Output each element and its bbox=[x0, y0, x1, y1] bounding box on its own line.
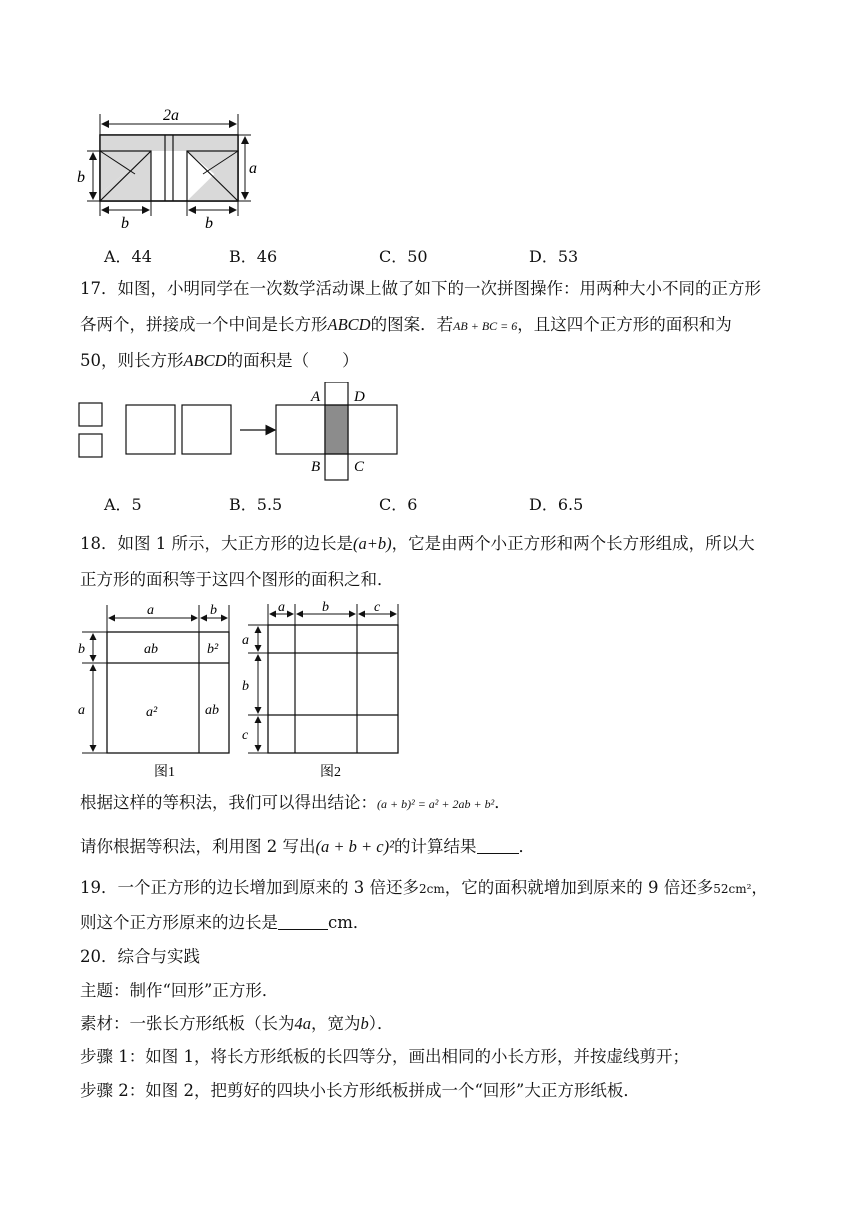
fig2-caption: 图2 bbox=[320, 765, 341, 780]
q18-line1: 18．如图 1 所示，大正方形的边长是(a+b)，它是由两个小正方形和两个长方形组成，所以大 bbox=[80, 534, 755, 553]
q18-line3: 根据这样的等积法，我们可以得出结论：(a + b)² = a² + 2ab + b²． bbox=[80, 793, 511, 812]
q18-answer-blank[interactable] bbox=[477, 837, 519, 854]
fig1-caption: 图1 bbox=[154, 765, 175, 780]
fig2-top-a: a bbox=[278, 600, 285, 615]
q19-line1: 19．一个正方形的边长增加到原来的 3 倍还多2cm，它的面积就增加到原来的 9 倍还多52cm²， bbox=[80, 878, 768, 897]
label-b-bottom-right: b bbox=[205, 215, 213, 232]
q18-line4: 请你根据等积法，利用图 2 写出(a + b + c)²的计算结果 ． bbox=[80, 837, 536, 856]
label-C: C bbox=[354, 459, 365, 475]
q17-figure bbox=[75, 382, 405, 482]
q19-answer-blank[interactable] bbox=[278, 913, 328, 930]
fig2-top-b: b bbox=[322, 600, 329, 615]
fig1-top-a: a bbox=[147, 603, 154, 618]
q16-figure bbox=[75, 104, 265, 232]
q16-option-d[interactable]: D．53 bbox=[529, 247, 579, 266]
fig2-top-c: c bbox=[374, 600, 381, 615]
fig1-b2: b² bbox=[207, 642, 219, 657]
q20-topic: 主题：制作“回形”正方形． bbox=[80, 981, 279, 1000]
q17-option-c[interactable]: C．6 bbox=[379, 495, 418, 514]
label-A: A bbox=[311, 389, 321, 405]
q18-figure1 bbox=[76, 600, 236, 780]
q20-step2: 步骤 2：如图 2，把剪好的四块小长方形纸板拼成一个“回形”大正方形纸板． bbox=[80, 1081, 640, 1100]
fig1-left-b: b bbox=[78, 642, 85, 657]
q17-option-b[interactable]: B．5.5 bbox=[229, 495, 283, 514]
fig1-top-b: b bbox=[210, 603, 217, 618]
q16-option-a[interactable]: A．44 bbox=[104, 247, 152, 266]
label-2a: 2a bbox=[163, 107, 179, 124]
label-b-left: b bbox=[77, 169, 85, 186]
fig2-left-c: c bbox=[242, 728, 249, 743]
q16-option-c[interactable]: C．50 bbox=[379, 247, 428, 266]
label-D: D bbox=[354, 389, 365, 405]
fig2-left-a: a bbox=[242, 633, 249, 648]
label-B: B bbox=[311, 459, 321, 475]
q19-line2: 则这个正方形原来的边长是 cm． bbox=[80, 913, 370, 932]
q17-line2: 各两个，拼接成一个中间是长方形ABCD的图案．若AB + BC = 6，且这四个正方形的面积和为 bbox=[80, 315, 732, 334]
fig1-ab-right: ab bbox=[205, 703, 219, 718]
fig1-ab-top: ab bbox=[144, 642, 158, 657]
q17-option-a[interactable]: A．5 bbox=[104, 495, 142, 514]
label-b-bottom-left: b bbox=[121, 215, 129, 232]
fig1-a2: a² bbox=[146, 705, 158, 720]
q18-line2: 正方形的面积等于这四个图形的面积之和． bbox=[80, 570, 394, 589]
q18-figure2 bbox=[240, 600, 410, 780]
fig1-left-a: a bbox=[78, 703, 85, 718]
q17-option-d[interactable]: D．6.5 bbox=[529, 495, 584, 514]
q20-title: 20．综合与实践 bbox=[80, 947, 200, 966]
fig2-left-b: b bbox=[242, 679, 249, 694]
q20-material: 素材：一张长方形纸板（长为4a，宽为b）． bbox=[80, 1014, 394, 1033]
q17-line3: 50，则长方形ABCD的面积是（ ） bbox=[80, 351, 359, 370]
q20-step1: 步骤 1：如图 1，将长方形纸板的长四等分，画出相同的小长方形，并按虚线剪开； bbox=[80, 1047, 689, 1066]
q16-option-b[interactable]: B．46 bbox=[229, 247, 278, 266]
label-a-right: a bbox=[249, 160, 257, 177]
q17-line1: 17．如图，小明同学在一次数学活动课上做了如下的一次拼图操作：用两种大小不同的正方形 bbox=[80, 279, 761, 298]
